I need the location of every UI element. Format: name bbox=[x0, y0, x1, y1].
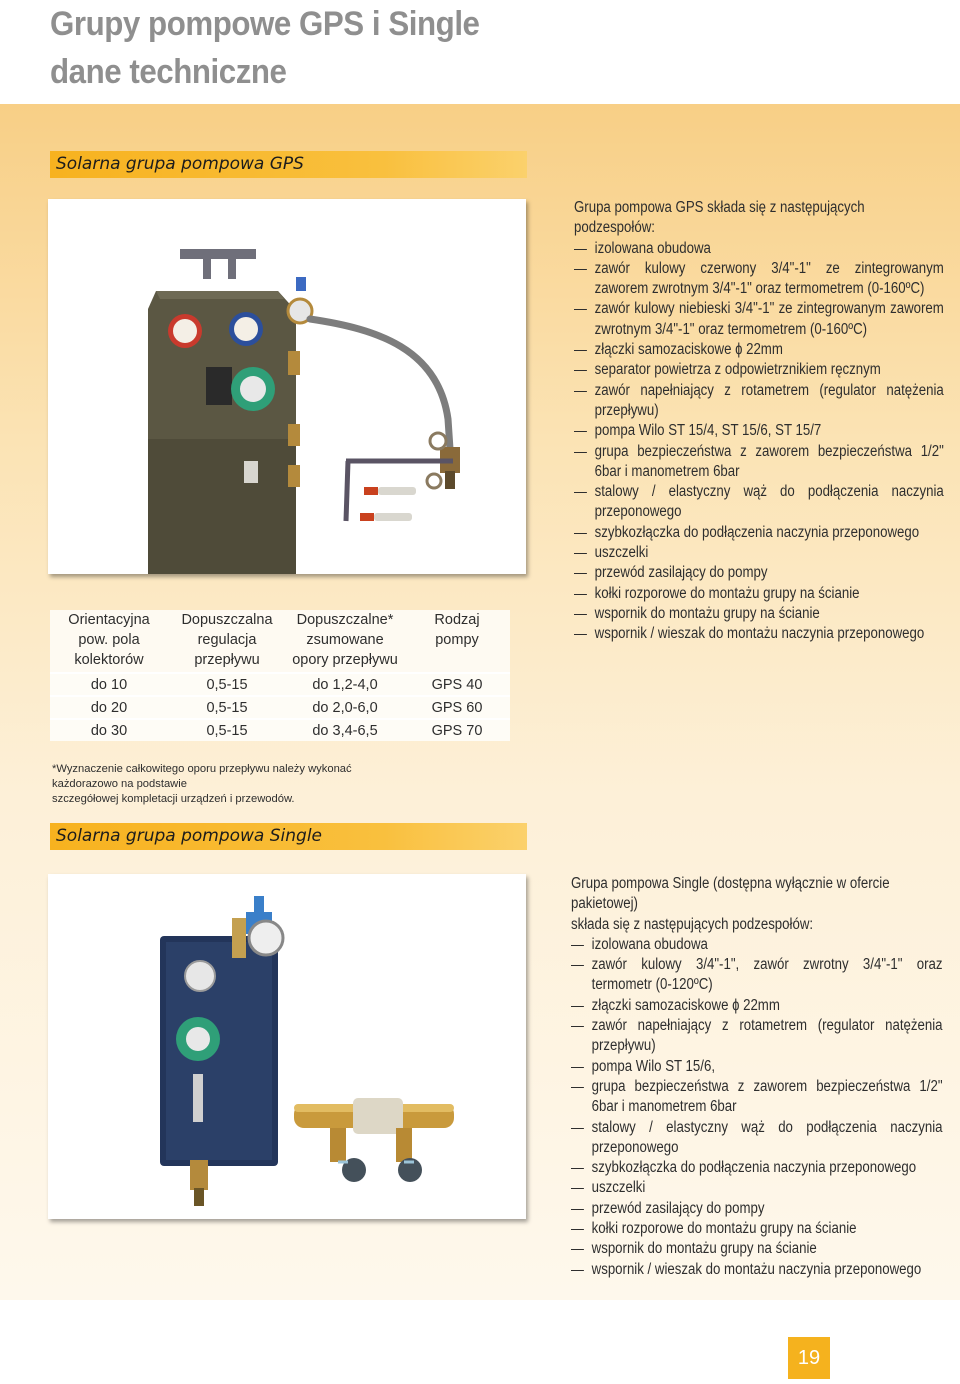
page-title bbox=[50, 0, 479, 96]
table-cell: do 1,2-4,0 bbox=[286, 673, 404, 696]
gps-pump-group-image bbox=[48, 199, 526, 574]
table-header-row bbox=[50, 610, 510, 673]
table-row bbox=[50, 719, 510, 741]
header-line: Dopuszczalne* bbox=[296, 612, 394, 628]
list-item: przewód zasilający do pompy bbox=[574, 563, 944, 583]
table-row bbox=[50, 696, 510, 719]
table-cell: 0,5-15 bbox=[168, 673, 286, 696]
list-item: grupa bezpieczeństwa z zaworem bezpieczeństwa 1/2" 6bar i manometrem 6bar bbox=[574, 442, 944, 483]
table-cell: do 30 bbox=[50, 719, 168, 741]
gps-product-photo bbox=[48, 199, 526, 574]
single-description bbox=[571, 874, 943, 1280]
table-cell: do 10 bbox=[50, 673, 168, 696]
list-item: uszczelki bbox=[571, 1178, 943, 1198]
list-item: złączki samozaciskowe ɸ 22mm bbox=[571, 996, 943, 1016]
table-header bbox=[404, 610, 510, 673]
header-line: kolektorów bbox=[74, 652, 144, 668]
table-row bbox=[50, 673, 510, 696]
list-item: zawór kulowy czerwony 3/4"-1" ze zintegrowanym zaworem zwrotnym 3/4"-1" oraz termometrem (0-160ºC) bbox=[574, 259, 944, 300]
header-line: Rodzaj bbox=[434, 612, 480, 628]
gps-intro: Grupa pompowa GPS składa się z następujących podzespołów: bbox=[574, 199, 865, 237]
list-item: separator powietrza z odpowietrznikiem ręcznym bbox=[574, 360, 944, 380]
header-line: Dopuszczalna bbox=[181, 612, 273, 628]
single-intro-line-1: Grupa pompowa Single (dostępna wyłącznie w ofercie pakietowej) bbox=[571, 875, 890, 913]
list-item: pompa Wilo ST 15/6, bbox=[571, 1057, 943, 1077]
table-cell: do 3,4-6,5 bbox=[286, 719, 404, 741]
list-item: zawór kulowy 3/4"-1", zawór zwrotny 3/4"-1" oraz termometr (0-120ºC) bbox=[571, 955, 943, 996]
table-cell: GPS 70 bbox=[404, 719, 510, 741]
single-pump-group-image bbox=[48, 874, 526, 1219]
list-item: wspornik do montażu grupy na ścianie bbox=[571, 1239, 943, 1259]
list-item: wspornik / wieszak do montażu naczynia przeponowego bbox=[574, 624, 944, 644]
footnote-line-2: szczegółowej kompletacji urządzeń i przewodów. bbox=[52, 793, 295, 805]
list-item: zawór napełniający z rotametrem (regulator natężenia przepływu) bbox=[574, 381, 944, 422]
list-item: pompa Wilo ST 15/4, ST 15/6, ST 15/7 bbox=[574, 421, 944, 441]
gps-spec-table bbox=[50, 610, 510, 741]
list-item: zawór kulowy niebieski 3/4"-1" ze zintegrowanym zaworem zwrotnym 3/4"-1" oraz termometrem (0-160ºC) bbox=[574, 299, 944, 340]
single-component-list bbox=[571, 935, 943, 1280]
list-item: wspornik do montażu grupy na ścianie bbox=[574, 604, 944, 624]
table-header bbox=[50, 610, 168, 673]
list-item: kołki rozporowe do montażu grupy na ścianie bbox=[574, 584, 944, 604]
header-line: pompy bbox=[435, 632, 479, 648]
list-item: zawór napełniający z rotametrem (regulator natężenia przepływu) bbox=[571, 1016, 943, 1057]
section-heading-gps: Solarna grupa pompowa GPS bbox=[50, 151, 527, 178]
list-item: stalowy / elastyczny wąż do podłączenia naczynia przeponowego bbox=[574, 482, 944, 523]
table-cell: GPS 60 bbox=[404, 696, 510, 719]
list-item: przewód zasilający do pompy bbox=[571, 1199, 943, 1219]
list-item: stalowy / elastyczny wąż do podłączenia naczynia przeponowego bbox=[571, 1118, 943, 1159]
list-item: złączki samozaciskowe ɸ 22mm bbox=[574, 340, 944, 360]
footnote bbox=[52, 762, 412, 807]
table-header bbox=[168, 610, 286, 673]
footnote-line-1: *Wyznaczenie całkowitego oporu przepływu należy wykonać każdorazowo na podstawie bbox=[52, 763, 352, 790]
list-item: izolowana obudowa bbox=[571, 935, 943, 955]
single-intro-line-2: składa się z następujących podzespołów: bbox=[571, 915, 814, 933]
table-cell: 0,5-15 bbox=[168, 696, 286, 719]
page-title-line-1: Grupy pompowe GPS i Single bbox=[50, 5, 480, 43]
header-line: pow. pola bbox=[78, 632, 140, 648]
list-item: kołki rozporowe do montażu grupy na ścianie bbox=[571, 1219, 943, 1239]
header-line: zsumowane bbox=[306, 632, 384, 648]
header-line: opory przepływu bbox=[292, 652, 398, 668]
header-line: Orientacyjna bbox=[68, 612, 150, 628]
list-item: szybkozłączka do podłączenia naczynia przeponowego bbox=[574, 523, 944, 543]
list-item: wspornik / wieszak do montażu naczynia przeponowego bbox=[571, 1260, 943, 1280]
single-product-photo bbox=[48, 874, 526, 1219]
header-line: regulacja bbox=[197, 632, 257, 648]
gps-description bbox=[574, 198, 944, 645]
page-title-line-2: dane techniczne bbox=[50, 53, 287, 91]
page-number: 19 bbox=[788, 1337, 830, 1379]
gps-component-list bbox=[574, 239, 944, 645]
table-cell: 0,5-15 bbox=[168, 719, 286, 741]
table-cell: do 2,0-6,0 bbox=[286, 696, 404, 719]
list-item: uszczelki bbox=[574, 543, 944, 563]
header-line: przepływu bbox=[194, 652, 260, 668]
section-heading-single: Solarna grupa pompowa Single bbox=[50, 823, 527, 850]
table-header bbox=[286, 610, 404, 673]
table-cell: GPS 40 bbox=[404, 673, 510, 696]
table-cell: do 20 bbox=[50, 696, 168, 719]
list-item: izolowana obudowa bbox=[574, 239, 944, 259]
list-item: grupa bezpieczeństwa z zaworem bezpieczeństwa 1/2" 6bar i manometrem 6bar bbox=[571, 1077, 943, 1118]
list-item: szybkozłączka do podłączenia naczynia przeponowego bbox=[571, 1158, 943, 1178]
